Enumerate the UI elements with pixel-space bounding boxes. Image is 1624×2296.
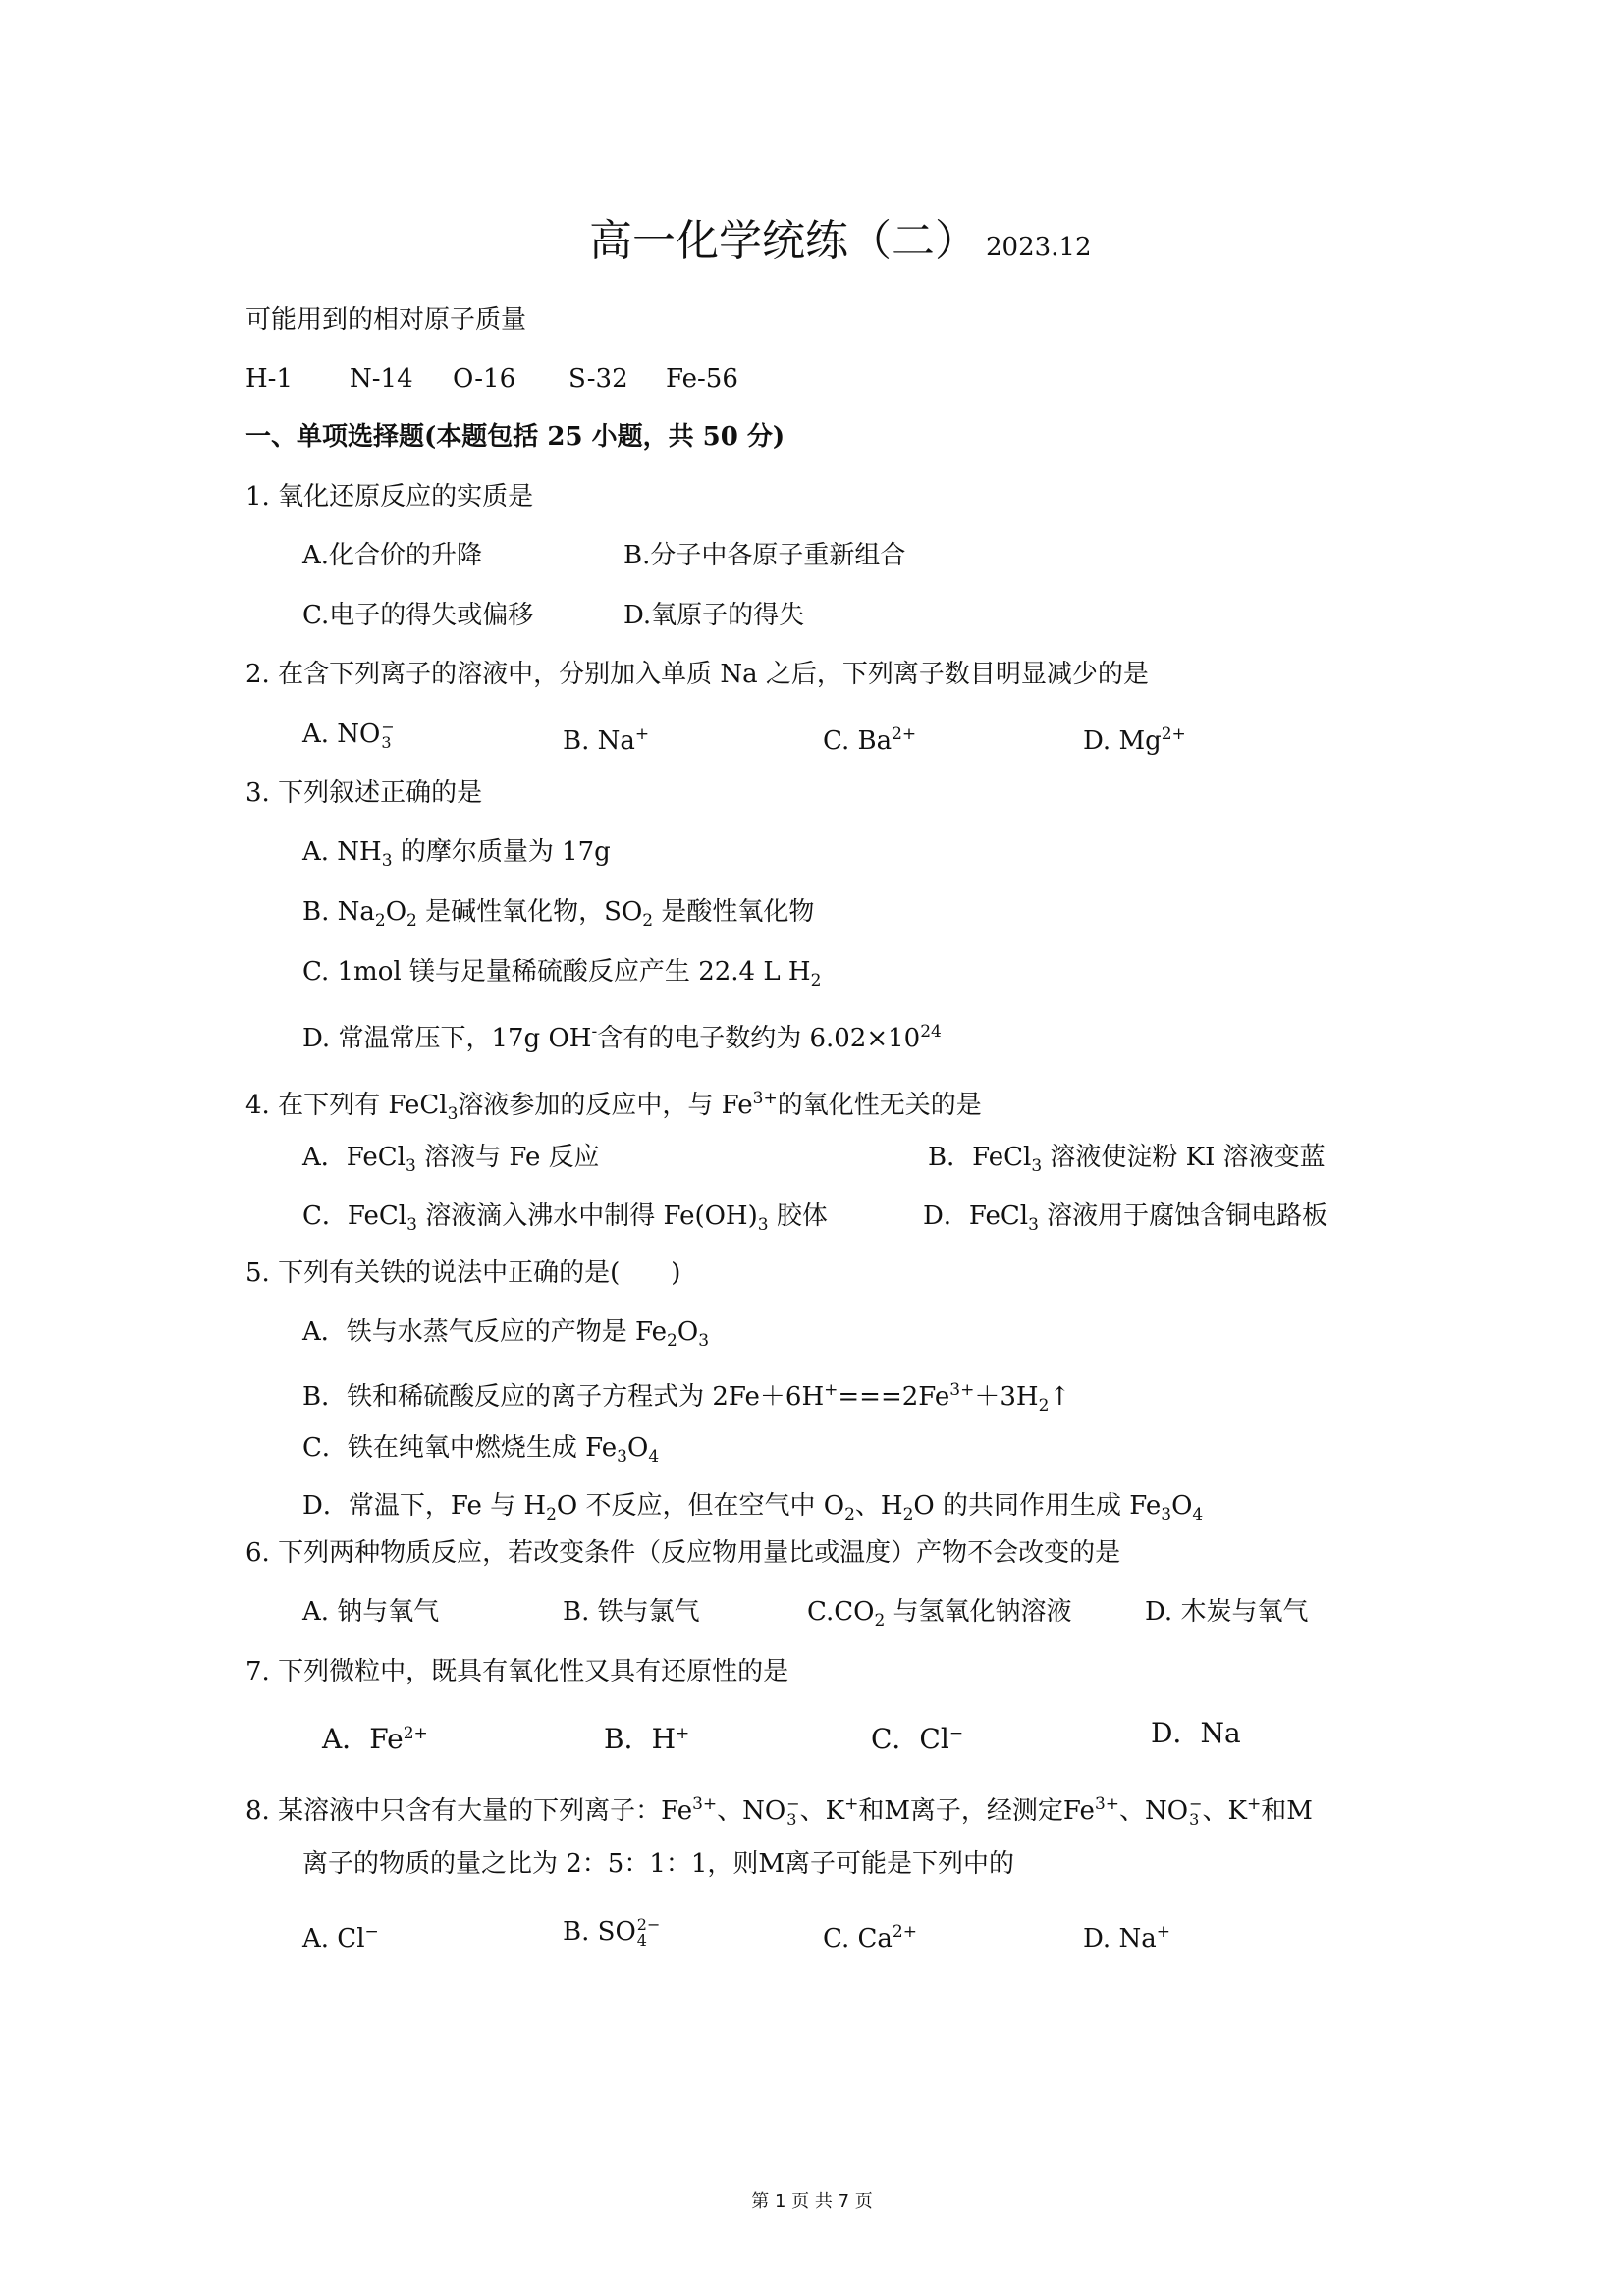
question-3: 3. 下列叙述正确的是 [245, 778, 483, 808]
q6-option-d: D. 木炭与氧气 [1145, 1597, 1309, 1627]
q3-option-a: A. $NH_3$ 的摩尔质量为 17g [302, 837, 611, 871]
atomic-mass-list: H-1 N-14 O-16 S-32 Fe-56 [245, 364, 738, 394]
q8-option-d: D. Na+ [1083, 1922, 1170, 1953]
q2-option-d: D. $Mg^{2+}$ [1083, 724, 1186, 756]
question-5: 5. 下列有关铁的说法中正确的是( ) [245, 1258, 681, 1288]
question-1: 1. 氧化还原反应的实质是 [245, 482, 534, 511]
q1-option-d: D.氧原子的得失 [623, 601, 805, 630]
q8-option-c: C. $Ca^{2+}$ [823, 1922, 917, 1953]
q6-option-c: $C.CO_2$ 与氢氧化钠溶液 [807, 1597, 1072, 1630]
q7-option-b: B．H+ [604, 1723, 690, 1755]
q4-option-b: B．FeCl$_3$ 溶液使淀粉 KI 溶液变蓝 [928, 1143, 1326, 1176]
q3-option-b: B. $Na_2O_2$ 是碱性氧化物，$SO_2$ 是酸性氧化物 [302, 897, 815, 931]
q3-option-d: D. 常温常压下，17g OH-含有的电子数约为 $6.02\times 10^{24}$ [302, 1022, 942, 1053]
question-8-line2: 离子的物质的量之比为 2：5：1：1，则M离子可能是下列中的 [302, 1849, 1015, 1879]
section-heading: 一、单项选择题(本题包括 25 小题，共 50 分) [245, 422, 785, 452]
q1-option-c: C.电子的得失或偏移 [302, 601, 534, 630]
q4-option-a: A．FeCl$_3$ 溶液与 Fe 反应 [302, 1143, 600, 1176]
page-title: 高一化学统练（二） 2023.12 [589, 216, 1092, 266]
q2-option-b: B. Na+ [563, 724, 650, 756]
q2-option-a: A. NO − 3 [302, 718, 395, 752]
q7-option-a: A．$Fe^{2+}$ [322, 1723, 428, 1755]
question-2: 2. 在含下列离子的溶液中，分别加入单质 Na 之后，下列离子数目明显减少的是 [245, 660, 1149, 689]
question-8: 8. 某溶液中只含有大量的下列离子：$Fe^{3+}$、NO − 3 、K+和M离子，经测定$Fe^{3+}$、NO − 3 、K+和M [245, 1794, 1313, 1829]
question-6: 6. 下列两种物质反应，若改变条件（反应物用量比或温度）产物不会改变的是 [245, 1538, 1121, 1568]
q5-option-d: D．常温下，Fe 与 $H_2O$ 不反应，但在空气中 $O_2$、$H_2O$ 的共同作用生成 $Fe_3O_4$ [302, 1491, 1204, 1524]
q1-option-a: A.化合价的升降 [302, 541, 483, 570]
q3-option-c: C. 1mol 镁与足量稀硫酸反应产生 22.4 L $H_2$ [302, 957, 822, 990]
q6-option-b: B. 铁与氯气 [563, 1597, 700, 1627]
q8-option-a: A. Cl− [302, 1922, 379, 1953]
q7-option-c: C．Cl− [871, 1723, 964, 1755]
q1-option-b: B.分子中各原子重新组合 [623, 541, 906, 570]
question-7: 7. 下列微粒中，既具有氧化性又具有还原性的是 [245, 1657, 789, 1686]
question-4: 4. 在下列有 FeCl$_3$溶液参加的反应中，与 $Fe^{3+}$的氧化性无关的是 [245, 1089, 982, 1124]
q5-option-a: A．铁与水蒸气反应的产物是 $Fe_2O_3$ [302, 1317, 710, 1351]
page-footer: 第 1 页 共 7 页 [751, 2191, 873, 2212]
exam-date: 2023.12 [986, 233, 1092, 262]
q4-option-c: C．FeCl$_3$ 溶液滴入沸水中制得 $Fe(OH)_3$ 胶体 [302, 1201, 828, 1235]
q2-option-c: C. $Ba^{2+}$ [823, 724, 917, 756]
q5-option-c: C．铁在纯氧中燃烧生成 $Fe_3O_4$ [302, 1433, 660, 1467]
q5-option-b: B．铁和稀硫酸反应的离子方程式为 $2Fe+6H^+===2Fe^{3+}+3H_2↑$ [302, 1380, 1071, 1415]
atomic-mass-label: 可能用到的相对原子质量 [245, 305, 527, 335]
q6-option-a: A. 钠与氧气 [302, 1597, 440, 1627]
q8-option-b: B. SO 2− 4 [563, 1915, 661, 1949]
q4-option-d: D．FeCl$_3$ 溶液用于腐蚀含铜电路板 [923, 1201, 1328, 1235]
q7-option-d: D．Na [1151, 1717, 1241, 1749]
